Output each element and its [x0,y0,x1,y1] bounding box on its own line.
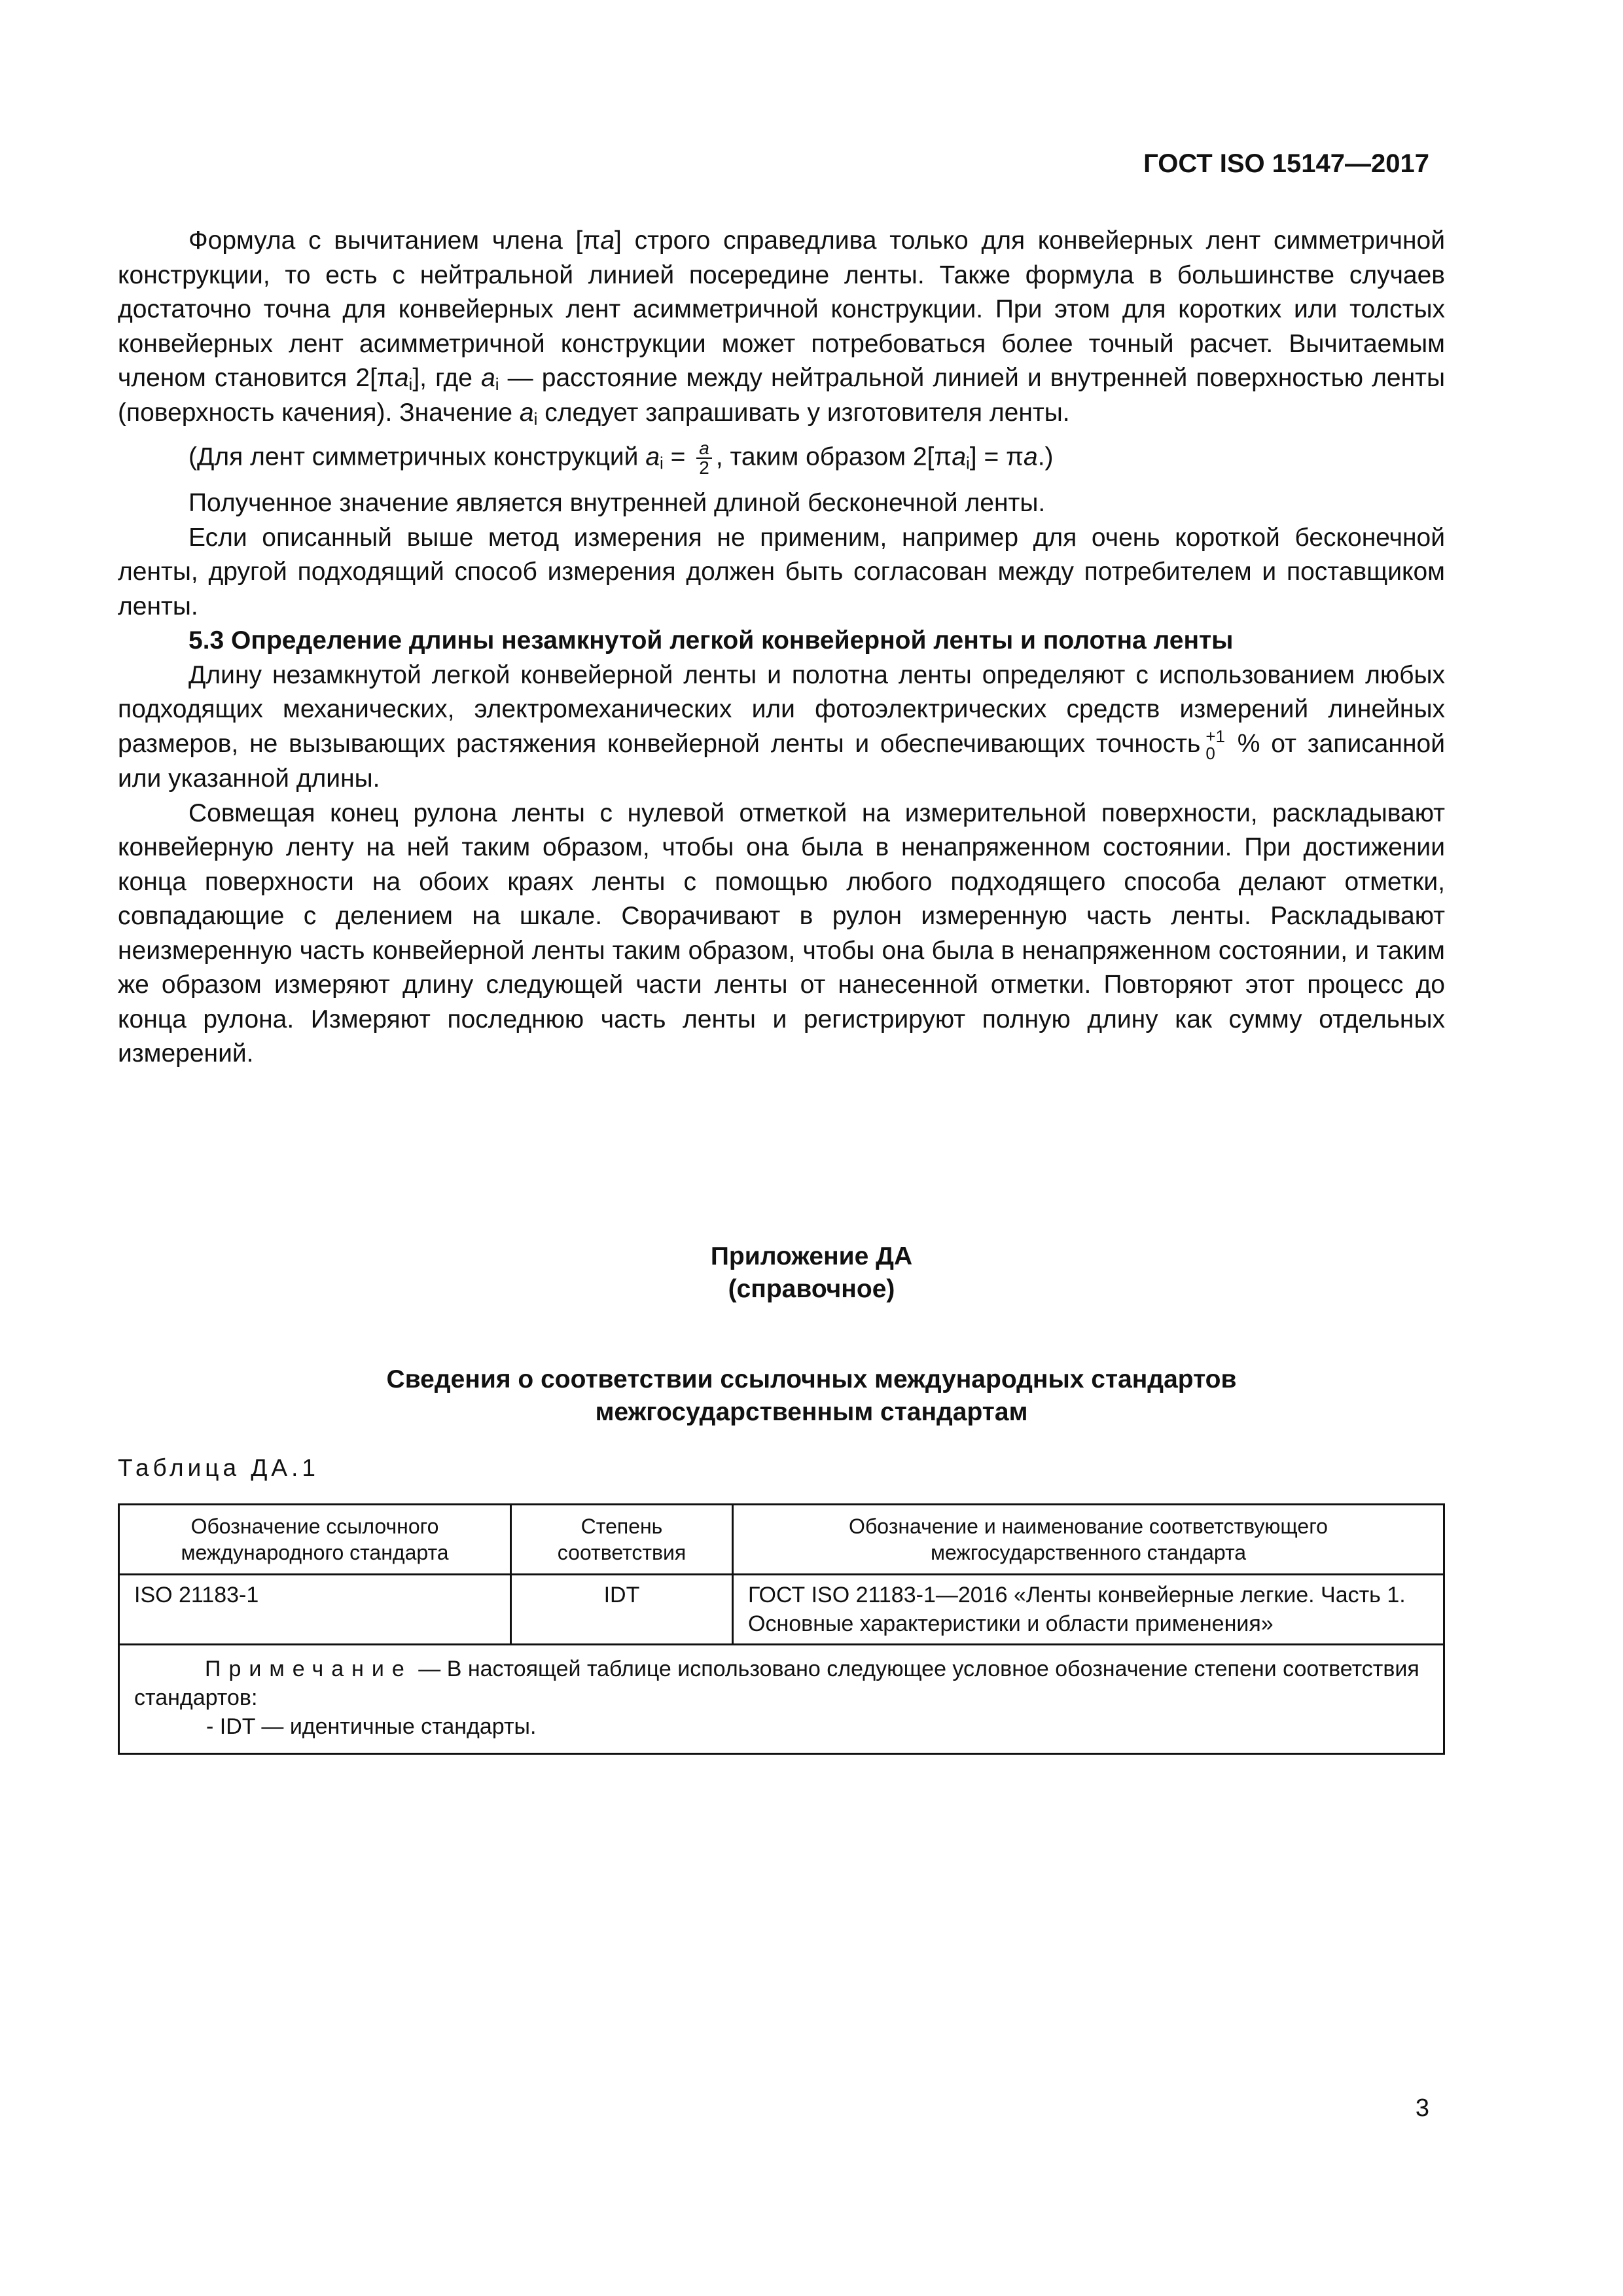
cell-national: ГОСТ ISO 21183-1—2016 «Ленты конвейерные легкие. Часть 1. Основные характеристики и области применения» [733,1575,1444,1645]
paragraph-alternative-method: Если описанный выше метод измерения не применим, например для очень короткой бесконечной ленты, другой подходящий способ измерения должен быть согласован между потребителем и поставщиком ленты. [118,523,1445,620]
header-national-standard: Обозначение и наименование соответствующего межгосударственного стандарта [733,1505,1444,1575]
paragraph-symmetric-note: (Для лент симметричных конструкций $a_i$ = $\frac{a}{2}$ , таким образом $2[\pi a_i] = \pi a$.) [188,438,1054,478]
document-header: ГОСТ ISO 15147—2017 [1143,149,1429,178]
section-heading-5-3: 5.3 Определение длины незамкнутой легкой конвейерной ленты и полотна ленты [188,626,1234,655]
page-number: 3 [1415,2094,1429,2122]
paragraph-roll-procedure: Совмещая конец рулона ленты с нулевой отметкой на измерительной поверхности, раскладывают конвейерную ленту на ней таким образом, чтобы она была в ненапряженном состоянии. При достижении конца поверхности на обоих краях ленты с помощью любого подходящего способа делают отметки, совпадающие с делением на шкале. Сворачивают в рулон измеренную часть ленты. Раскладывают неизмеренную часть конвейерной ленты таким образом, чтобы она была в ненапряженном состоянии, и таким же образом измеряют длину следующей части ленты от нанесенной отметки. Повторяют этот процесс до конца рулона. Измеряют последнюю часть ленты и регистрируют полную длину как сумму отдельных измерений. [118,798,1445,1068]
table-note: Примечание — В настоящей таблице использовано следующее условное обозначение степени соответствия стандартов: - IDT — идентичные стандарты. [119,1645,1444,1754]
appendix-title: Приложение ДА (справочное) [710,1242,913,1303]
header-degree: Степень соответствия [511,1505,733,1575]
appendix-heading: Сведения о соответствии ссылочных международных стандартов межгосударственным стандартам [386,1365,1237,1426]
paragraph-result: Полученное значение является внутренней длиной бесконечной ленты. [188,489,1046,517]
table-header-row [119,1505,1444,1575]
table-row [119,1575,1444,1645]
header-reference-standard: Обозначение ссылочного международного стандарта [119,1505,511,1575]
cell-degree: IDT [511,1575,733,1645]
cell-reference: ISO 21183-1 [119,1575,511,1645]
paragraph-length-measurement: Длину незамкнутой легкой конвейерной ленты и полотна ленты определяют с использованием любых подходящих механических, электромеханических или фотоэлектрических средств измерений линейных размеров, не вызывающих растяжения конвейерной ленты и обеспечивающих точность +1 0 % от записанной или указанной длины. [118,660,1445,793]
body-text [118,224,1445,1071]
table-caption: Таблица ДА.1 [118,1454,319,1481]
correspondence-table [118,1503,1445,1755]
paragraph-formula-note: Формула с вычитанием члена [πa] строго справедлива только для конвейерных лент симметричной конструкции, то есть с нейтральной линией посередине ленты. Также формула в большинстве случаев достаточно точна для конвейерных лент асимметричной конструкции. При этом для коротких или толстых конвейерных лент асимметричной конструкции может потребоваться более точный расчет. Вычитаемым членом становится $2[\pi a_i]$, где $a_i$ — расстояние между нейтральной линией и внутренней поверхностью ленты (поверхность качения). Значение $a_i$ следует запрашивать у изготовителя ленты. [118,226,1446,429]
table-note-row [119,1645,1444,1754]
tolerance-notation: +1 0 [1205,726,1225,764]
fraction-a-over-2: $\frac{a}{2}$ [696,439,712,477]
